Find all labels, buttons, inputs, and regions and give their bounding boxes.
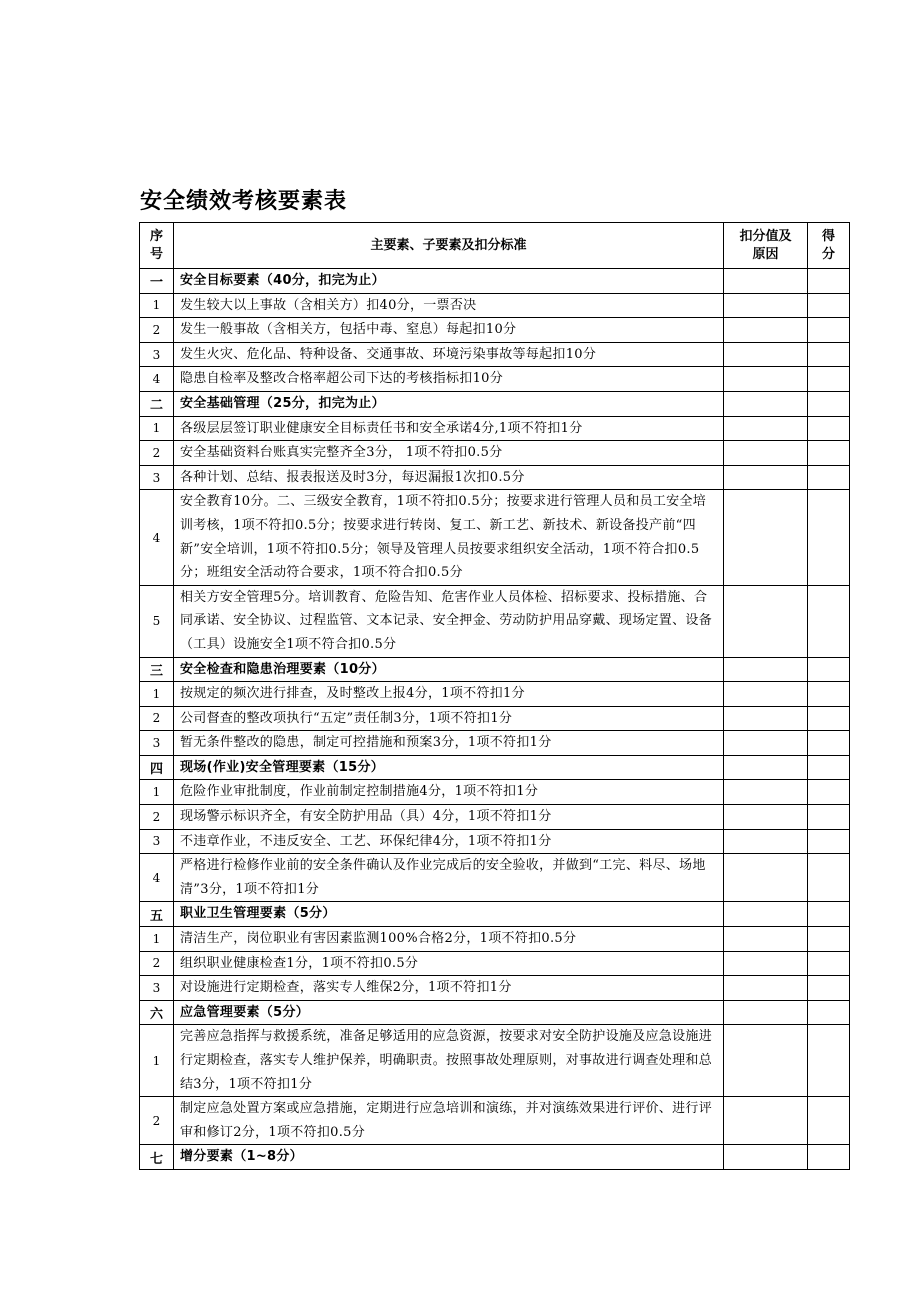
score-cell[interactable] (808, 269, 850, 294)
deduction-cell[interactable] (724, 780, 808, 805)
score-cell[interactable] (808, 1097, 850, 1145)
item-number: 1 (140, 293, 174, 318)
score-cell[interactable] (808, 416, 850, 441)
score-cell[interactable] (808, 490, 850, 585)
score-cell[interactable] (808, 441, 850, 466)
item-criteria: 发生较大以上事故（含相关方）扣40分，一票否决 (174, 293, 724, 318)
item-number: 4 (140, 490, 174, 585)
deduction-cell[interactable] (724, 416, 808, 441)
item-criteria: 公司督查的整改项执行“五定”责任制3分，1项不符扣1分 (174, 706, 724, 731)
section-number: 一 (140, 269, 174, 294)
section-title: 应急管理要素（5分） (174, 1000, 724, 1025)
item-number: 1 (140, 1025, 174, 1097)
deduction-cell[interactable] (724, 490, 808, 585)
item-row (140, 318, 850, 343)
item-number: 3 (140, 342, 174, 367)
item-criteria: 制定应急处置方案或应急措施，定期进行应急培训和演练，并对演练效果进行评价、进行评审和修订2分，1项不符扣0.5分 (174, 1097, 724, 1145)
item-row (140, 829, 850, 854)
item-number: 2 (140, 805, 174, 830)
item-number: 4 (140, 367, 174, 392)
section-title: 安全目标要素（40分，扣完为止） (174, 269, 724, 294)
section-title: 职业卫生管理要素（5分） (174, 902, 724, 927)
deduction-cell[interactable] (724, 706, 808, 731)
section-row (140, 755, 850, 780)
section-row (140, 269, 850, 294)
deduction-cell[interactable] (724, 293, 808, 318)
item-criteria: 安全基础资料台账真实完整齐全3分， 1项不符扣0.5分 (174, 441, 724, 466)
deduction-cell[interactable] (724, 1145, 808, 1170)
deduction-cell[interactable] (724, 854, 808, 902)
item-number: 2 (140, 441, 174, 466)
item-number: 1 (140, 682, 174, 707)
score-cell[interactable] (808, 682, 850, 707)
score-cell[interactable] (808, 342, 850, 367)
header-no: 序号 (140, 223, 174, 269)
item-row (140, 293, 850, 318)
deduction-cell[interactable] (724, 342, 808, 367)
section-row (140, 391, 850, 416)
item-criteria: 组织职业健康检查1分，1项不符扣0.5分 (174, 951, 724, 976)
item-number: 4 (140, 854, 174, 902)
deduction-cell[interactable] (724, 902, 808, 927)
score-cell[interactable] (808, 829, 850, 854)
score-cell[interactable] (808, 927, 850, 952)
deduction-cell[interactable] (724, 657, 808, 682)
deduction-cell[interactable] (724, 1000, 808, 1025)
section-title: 安全基础管理（25分，扣完为止） (174, 391, 724, 416)
deduction-cell[interactable] (724, 682, 808, 707)
score-cell[interactable] (808, 951, 850, 976)
item-criteria: 按规定的频次进行排查，及时整改上报4分，1项不符扣1分 (174, 682, 724, 707)
deduction-cell[interactable] (724, 391, 808, 416)
section-number: 七 (140, 1145, 174, 1170)
deduction-cell[interactable] (724, 367, 808, 392)
item-number: 1 (140, 927, 174, 952)
deduction-cell[interactable] (724, 951, 808, 976)
deduction-cell[interactable] (724, 927, 808, 952)
item-criteria: 严格进行检修作业前的安全条件确认及作业完成后的安全验收，并做到“工完、料尽、场地清”3分，1项不符扣1分 (174, 854, 724, 902)
deduction-cell[interactable] (724, 1097, 808, 1145)
item-criteria: 暂无条件整改的隐患，制定可控措施和预案3分，1项不符扣1分 (174, 731, 724, 756)
section-row (140, 657, 850, 682)
item-number: 2 (140, 951, 174, 976)
item-number: 1 (140, 416, 174, 441)
item-row (140, 805, 850, 830)
score-cell[interactable] (808, 854, 850, 902)
score-cell[interactable] (808, 755, 850, 780)
section-title: 现场(作业)安全管理要素（15分） (174, 755, 724, 780)
item-row (140, 976, 850, 1001)
item-row (140, 342, 850, 367)
score-cell[interactable] (808, 465, 850, 490)
item-number: 3 (140, 465, 174, 490)
score-cell[interactable] (808, 657, 850, 682)
section-number: 三 (140, 657, 174, 682)
header-score: 得分 (808, 223, 850, 269)
header-main: 主要素、子要素及扣分标准 (174, 223, 724, 269)
score-cell[interactable] (808, 780, 850, 805)
score-cell[interactable] (808, 318, 850, 343)
item-row (140, 780, 850, 805)
item-criteria: 现场警示标识齐全，有安全防护用品（具）4分，1项不符扣1分 (174, 805, 724, 830)
deduction-cell[interactable] (724, 269, 808, 294)
page-title: 安全绩效考核要素表 (140, 189, 348, 214)
score-cell[interactable] (808, 1000, 850, 1025)
deduction-cell[interactable] (724, 465, 808, 490)
item-criteria: 清洁生产，岗位职业有害因素监测100%合格2分，1项不符扣0.5分 (174, 927, 724, 952)
item-row (140, 854, 850, 902)
item-row (140, 951, 850, 976)
score-cell[interactable] (808, 902, 850, 927)
section-number: 五 (140, 902, 174, 927)
section-row (140, 1145, 850, 1170)
section-title: 安全检查和隐患治理要素（10分） (174, 657, 724, 682)
deduction-cell[interactable] (724, 731, 808, 756)
item-number: 3 (140, 731, 174, 756)
item-criteria: 相关方安全管理5分。培训教育、危险告知、危害作业人员体检、招标要求、投标措施、合同承诺、安全协议、过程监管、文本记录、安全押金、劳动防护用品穿戴、现场定置、设备（工具）设施安全1项不符合扣0.5分 (174, 585, 724, 657)
score-cell[interactable] (808, 706, 850, 731)
deduction-cell[interactable] (724, 585, 808, 657)
deduction-cell[interactable] (724, 441, 808, 466)
item-row (140, 465, 850, 490)
deduction-cell[interactable] (724, 976, 808, 1001)
item-number: 3 (140, 976, 174, 1001)
score-cell[interactable] (808, 1025, 850, 1097)
item-criteria: 发生火灾、危化品、特种设备、交通事故、环境污染事故等每起扣10分 (174, 342, 724, 367)
score-cell[interactable] (808, 1145, 850, 1170)
item-criteria: 安全教育10分。二、三级安全教育，1项不符扣0.5分；按要求进行管理人员和员工安全培训考核，1项不符扣0.5分；按要求进行转岗、复工、新工艺、新技术、新设备投产前“四新”安全培训，1项不符扣0.5分；领导及管理人员按要求组织安全活动，1项不符合扣0.5分；班组安全活动符合要求，1项不符合扣0.5分 (174, 490, 724, 585)
score-cell[interactable] (808, 585, 850, 657)
deduction-cell[interactable] (724, 1025, 808, 1097)
item-row (140, 1025, 850, 1097)
item-criteria: 隐患自检率及整改合格率超公司下达的考核指标扣10分 (174, 367, 724, 392)
score-cell[interactable] (808, 731, 850, 756)
section-title: 增分要素（1~8分） (174, 1145, 724, 1170)
item-row (140, 490, 850, 585)
item-row (140, 706, 850, 731)
item-row (140, 367, 850, 392)
deduction-cell[interactable] (724, 829, 808, 854)
deduction-cell[interactable] (724, 755, 808, 780)
item-row (140, 682, 850, 707)
deduction-cell[interactable] (724, 805, 808, 830)
score-cell[interactable] (808, 293, 850, 318)
item-criteria: 危险作业审批制度，作业前制定控制措施4分，1项不符扣1分 (174, 780, 724, 805)
header-deduction: 扣分值及原因 (724, 223, 808, 269)
deduction-cell[interactable] (724, 318, 808, 343)
item-criteria: 各级层层签订职业健康安全目标责任书和安全承诺4分,1项不符扣1分 (174, 416, 724, 441)
section-number: 六 (140, 1000, 174, 1025)
section-number: 二 (140, 391, 174, 416)
item-row (140, 416, 850, 441)
item-number: 2 (140, 1097, 174, 1145)
item-row (140, 441, 850, 466)
item-number: 2 (140, 706, 174, 731)
item-number: 2 (140, 318, 174, 343)
item-row (140, 585, 850, 657)
item-criteria: 对设施进行定期检查，落实专人维保2分，1项不符扣1分 (174, 976, 724, 1001)
item-criteria: 不违章作业，不违反安全、工艺、环保纪律4分，1项不符扣1分 (174, 829, 724, 854)
score-cell[interactable] (808, 391, 850, 416)
score-cell[interactable] (808, 976, 850, 1001)
section-row (140, 1000, 850, 1025)
item-number: 3 (140, 829, 174, 854)
item-criteria: 发生一般事故（含相关方，包括中毒、窒息）每起扣10分 (174, 318, 724, 343)
assessment-table (139, 222, 850, 1170)
item-criteria: 完善应急指挥与救援系统，准备足够适用的应急资源，按要求对安全防护设施及应急设施进行定期检查，落实专人维护保养，明确职责。按照事故处理原则，对事故进行调查处理和总结3分，1项不符扣1分 (174, 1025, 724, 1097)
score-cell[interactable] (808, 805, 850, 830)
item-row (140, 1097, 850, 1145)
item-number: 5 (140, 585, 174, 657)
item-criteria: 各种计划、总结、报表报送及时3分，每迟漏报1次扣0.5分 (174, 465, 724, 490)
item-row (140, 731, 850, 756)
section-number: 四 (140, 755, 174, 780)
item-number: 1 (140, 780, 174, 805)
item-row (140, 927, 850, 952)
section-row (140, 902, 850, 927)
score-cell[interactable] (808, 367, 850, 392)
